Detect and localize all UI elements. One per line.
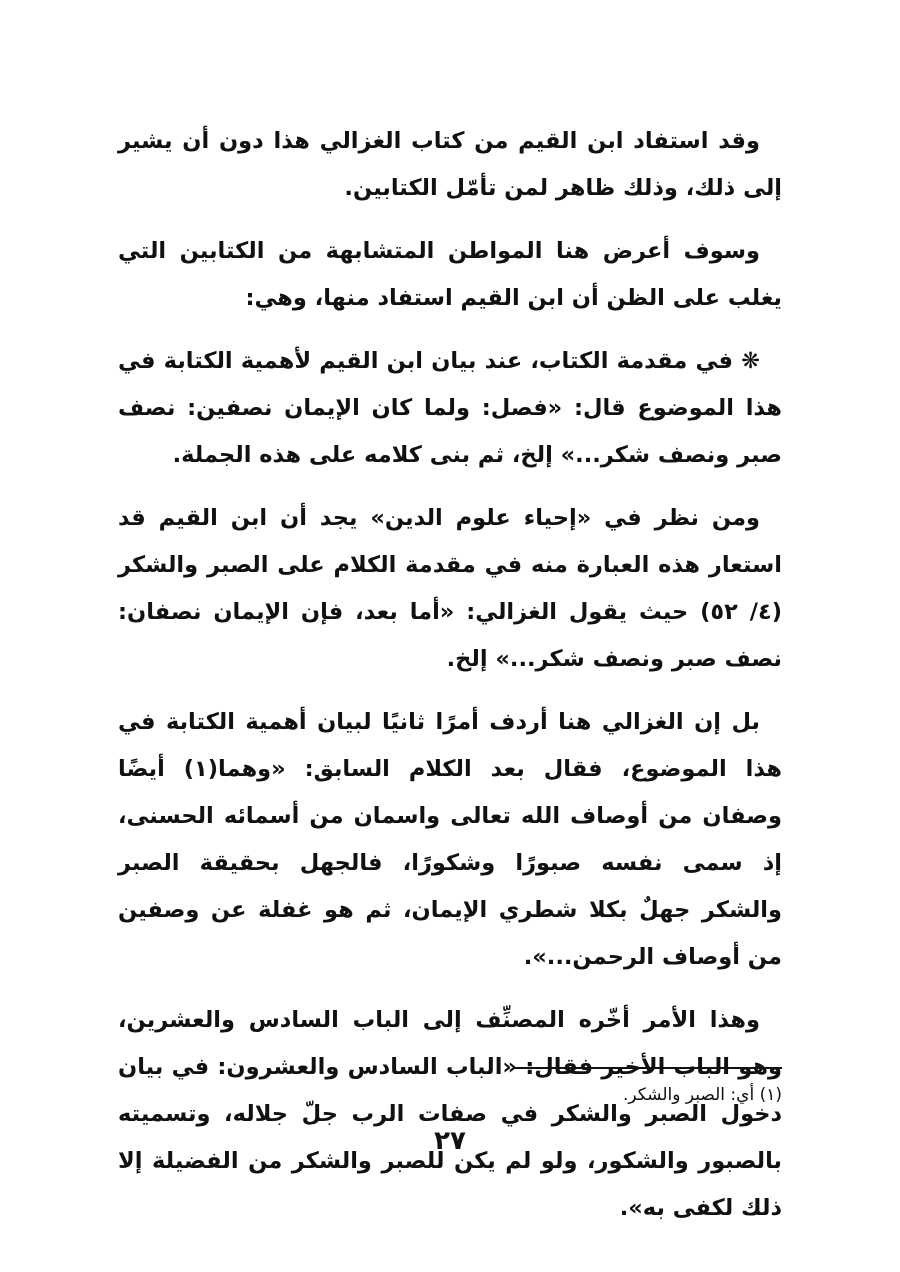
paragraph-ihya-source: ومن نظر في «إحياء علوم الدين» يجد أن ابن القيم قد استعار هذه العبارة منه في مقدمة الكلام على الصبر والشكر (٤/ ٥٢) حيث يقول الغزالي: «أما بعد، فإن الإيمان نصفان: نصف صبر ونصف شكر...» إلخ.: [118, 505, 782, 672]
page-number: ٢٧: [434, 1126, 466, 1156]
paragraph-second-matter: بل إن الغزالي هنا أردف أمرًا ثانيًا لبيان أهمية الكتابة في هذا الموضوع، فقال بعد الكلام السابق: «وهما(١) أيضًا وصفان من أوصاف الله تعالى واسمان من أسمائه الحسنى، إذ سمى نفسه صبورًا وشكورًا، فالجهل بحقيقة الصبر والشكر جهلٌ بكلا شطري الإيمان، ثم هو غفلة عن وصفين من أوصاف الرحمن...».: [118, 709, 782, 970]
body-text: [118, 118, 782, 1248]
paragraph-plan: وسوف أعرض هنا المواطن المتشابهة من الكتابين التي يغلب على الظن أن ابن القيم استفاد منها، وهي:: [118, 238, 782, 311]
paragraph-intro: وقد استفاد ابن القيم من كتاب الغزالي هذا دون أن يشير إلى ذلك، وذلك ظاهر لمن تأمّل الكتابين.: [118, 128, 782, 201]
footnote-divider: [514, 1067, 782, 1069]
paragraph-point-1: ❋ في مقدمة الكتاب، عند بيان ابن القيم لأهمية الكتابة في هذا الموضوع قال: «فصل: ولما كان الإيمان نصفين: نصف صبر ونصف شكر...» إلخ، ثم بنى كلامه على هذه الجملة.: [118, 348, 782, 468]
footnote: (١) أي: الصبر والشكر.: [623, 1085, 782, 1105]
paragraph-last-chapter: وهذا الأمر أخّره المصنِّف إلى الباب السادس والعشرين، وهو الباب الأخير فقال: «الباب السادس والعشرون: في بيان دخول الصبر والشكر في صفات الرب جلّ جلاله، وتسميته بالصبور والشكور، ولو لم يكن للصبر والشكر من الفضيلة إلا ذلك لكفى به».: [118, 1007, 782, 1221]
